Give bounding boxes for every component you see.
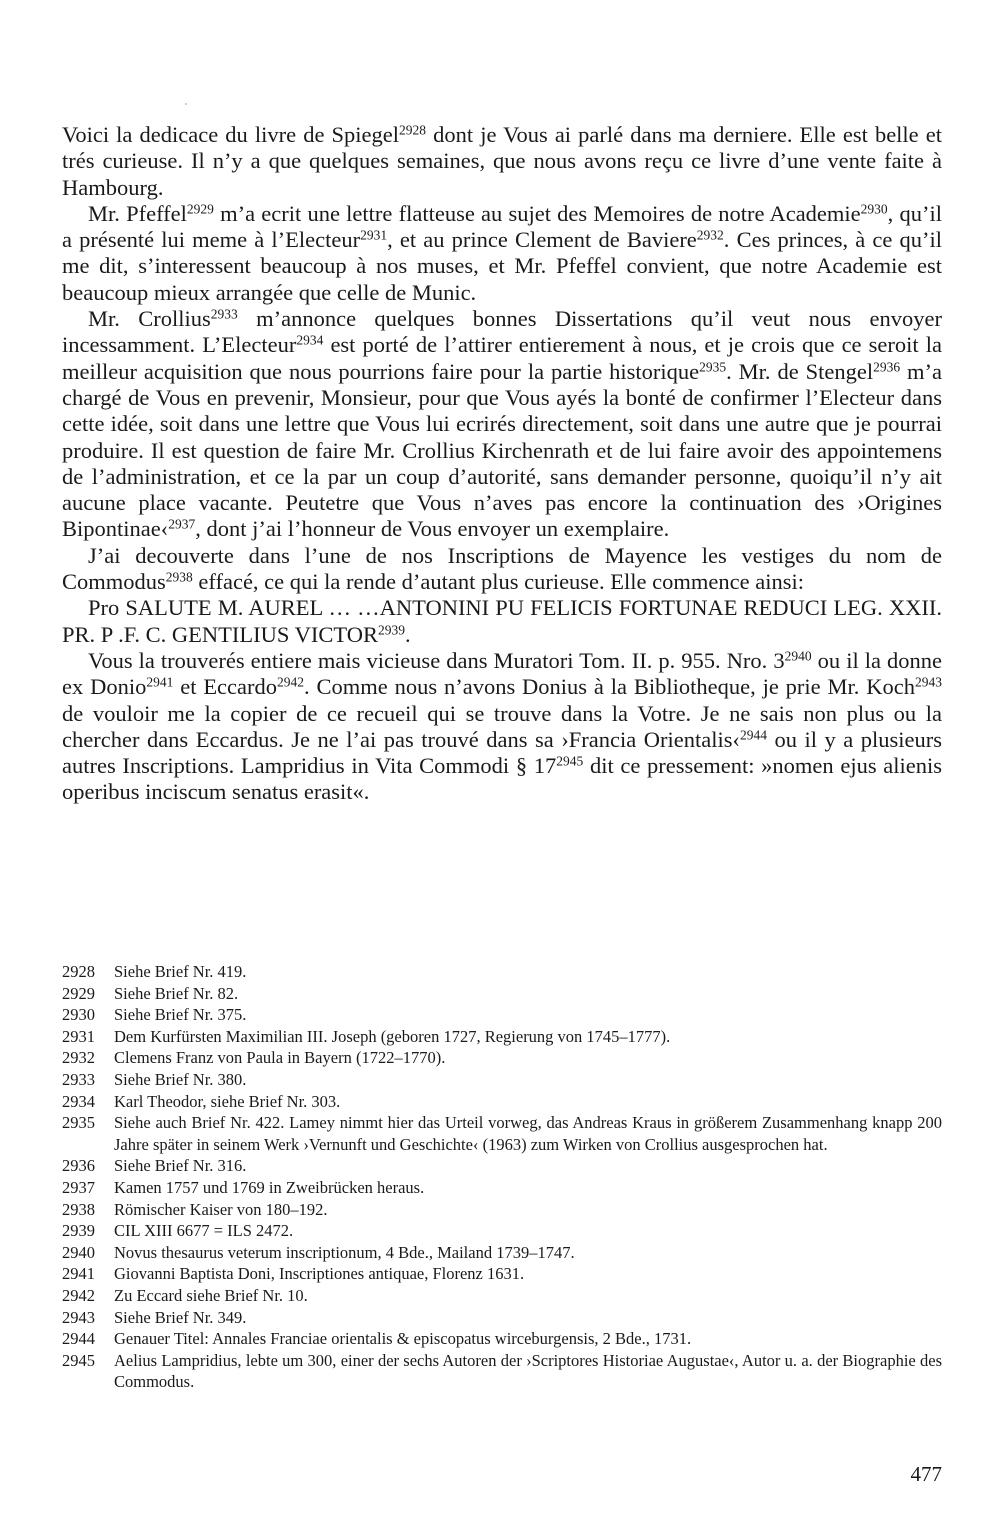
footnote-number: 2935: [62, 1113, 95, 1133]
footnote: [62, 1069, 942, 1091]
page-number: 477: [910, 1462, 942, 1486]
footnote-text: Römischer Kaiser von 180–192.: [114, 1199, 328, 1219]
footnote: [62, 983, 942, 1005]
letter-body: [62, 122, 942, 806]
text-run: effacé, ce qui la rende d’autant plus curieuse. Elle commence ainsi:: [192, 569, 804, 595]
footnote-text: Zu Eccard siehe Brief Nr. 10.: [114, 1285, 308, 1305]
body-paragraph: [62, 648, 942, 806]
footnote-ref: 2931: [360, 227, 388, 243]
footnote: [62, 1242, 942, 1264]
footnote-ref: 2934: [296, 332, 324, 348]
footnote-text: Siehe Brief Nr. 419.: [114, 962, 247, 981]
footnote-ref: 2938: [165, 569, 193, 585]
footnote-ref: 2930: [860, 201, 888, 217]
footnote: [62, 1307, 942, 1329]
footnote: [62, 1263, 942, 1285]
text-run: Pro SALUTE M. AUREL … …ANTONINI PU FELICIS FORTUNAE REDUCI LEG. XXII. PR. P .F. C. GENTILIUS VICTOR: [62, 595, 942, 647]
inscription-paragraph: [62, 595, 942, 648]
footnote-number: 2932: [62, 1048, 95, 1068]
footnote: [62, 1091, 942, 1113]
footnote: [62, 961, 942, 983]
footnote-text: Siehe Brief Nr. 380.: [114, 1069, 247, 1089]
text-run: dit ce pressement: »nomen ejus alienis operibus inciscum senatus erasit«.: [62, 753, 942, 805]
footnote-ref: 2939: [377, 622, 405, 638]
footnote-ref: 2943: [915, 674, 942, 690]
text-run: est porté de l’attirer entierement à nous, et je crois que ce seroit la meilleur acquisition que nous pourrions faire pour la partie historique: [62, 332, 942, 384]
footnote: [62, 1047, 942, 1069]
footnote-ref: 2935: [699, 359, 727, 375]
footnote: [62, 1350, 942, 1393]
text-run: .: [404, 621, 411, 647]
footnote-text: Siehe Brief Nr. 316.: [114, 1156, 247, 1176]
footnote-ref: 2940: [784, 648, 812, 664]
text-run: ou il y a plusieurs autres Inscriptions. Lampridius in Vita Commodi § 17: [62, 726, 943, 779]
footnote-text: Siehe auch Brief Nr. 422. Lamey nimmt hier das Urteil vorweg, das Andreas Kraus in größerem Zusammenhang knapp 200 Jahre später in seinem Werk ›Vernunft und Geschichte‹ (1963) zum Wirken von Crollius ausgesprochen hat.: [114, 1113, 942, 1154]
footnote: [62, 1220, 942, 1242]
footnote-number: 2944: [62, 1329, 95, 1349]
footnote-ref: 2936: [873, 359, 901, 375]
text-run: Vous la trouverés entiere mais vicieuse dans Muratori Tom. II. p. 955. Nro. 3: [88, 647, 785, 673]
footnote-number: 2934: [62, 1091, 95, 1111]
footnote-number: 2945: [62, 1350, 95, 1370]
footnote: [62, 1285, 942, 1307]
footnote-ref: 2942: [277, 674, 305, 690]
footnote-ref: 2932: [696, 227, 724, 243]
footnote-text: Genauer Titel: Annales Franciae orientalis & episcopatus wirceburgensis, 2 Bde., 1731.: [114, 1329, 692, 1349]
footnote-text: Giovanni Baptista Doni, Inscriptiones antiquae, Florenz 1631.: [114, 1264, 525, 1284]
footnote-number: 2928: [62, 962, 95, 981]
footnote-number: 2941: [62, 1264, 95, 1284]
footnote-number: 2929: [62, 983, 95, 1003]
text-run: . Comme nous n’avons Donius à la Bibliotheque, je prie Mr. Koch: [304, 674, 915, 700]
footnote-number: 2937: [62, 1177, 95, 1197]
footnote-number: 2930: [62, 1005, 95, 1025]
footnote: [62, 1328, 942, 1350]
footnote-ref: 2944: [739, 727, 767, 743]
footnote-ref: 2933: [210, 306, 238, 322]
footnote: [62, 1199, 942, 1221]
footnote-number: 2938: [62, 1199, 95, 1219]
body-paragraph: [62, 122, 942, 201]
body-paragraph: [62, 201, 942, 306]
footnote-text: Siehe Brief Nr. 375.: [114, 1005, 247, 1025]
body-paragraph: [62, 306, 942, 543]
footnote-text: Aelius Lampridius, lebte um 300, einer der sechs Autoren der ›Scriptores Historiae Augustae‹, Autor u. a. der Biographie des Commodus.: [114, 1350, 942, 1392]
footnote: [62, 1155, 942, 1177]
text-run: dont je Vous ai parlé dans ma derniere. Elle est belle et trés curieuse. Il n’y a que quelques semaines, que nous avons reçu ce livre d’une vente faite à Hambourg.: [62, 122, 942, 200]
text-run: Mr. Crollius: [88, 306, 211, 332]
text-run: . Ces princes, à ce qu’il me dit, s’interessent beaucoup à nos muses, et Mr. Pfeffel convient, que notre Academie est beaucoup mieux arrangée que celle de Munic.: [62, 227, 942, 305]
scan-speck: [185, 103, 187, 105]
text-run: Mr. Pfeffel: [88, 200, 187, 226]
footnote-ref: 2928: [399, 122, 427, 138]
footnote: [62, 1026, 942, 1048]
footnote: [62, 1004, 942, 1026]
text-run: . Mr. de Stengel: [726, 358, 874, 384]
footnote: [62, 1177, 942, 1199]
text-run: m’annonce quelques bonnes Dissertations qu’il veut nous envoyer incessamment. L’Electeur: [62, 306, 942, 358]
footnote-text: Kamen 1757 und 1769 in Zweibrücken heraus.: [114, 1177, 425, 1197]
footnote: [62, 1112, 942, 1155]
footnote-number: 2942: [62, 1285, 95, 1305]
text-run: , qu’il a présenté lui meme à l’Electeur: [62, 200, 942, 253]
text-run: , et au prince Clement de Baviere: [387, 227, 697, 253]
text-run: J’ai decouverte dans l’une de nos Inscriptions de Mayence les vestiges du nom de Commodus: [62, 542, 942, 595]
text-run: de vouloir me la copier de ce recueil qui se trouve dans la Votre. Je ne sais non plus ou la chercher dans Eccardus. Je ne l’ai pas trouvé dans sa ›Francia Orientalis‹: [62, 700, 942, 752]
footnote-number: 2931: [62, 1026, 95, 1046]
footnote-text: Dem Kurfürsten Maximilian III. Joseph (geboren 1727, Regierung von 1745–1777).: [114, 1026, 671, 1046]
footnotes: [62, 961, 942, 1393]
footnote-ref: 2929: [186, 201, 214, 217]
footnote-ref: 2937: [168, 517, 196, 533]
text-run: m’a chargé de Vous en prevenir, Monsieur, pour que Vous ayés la bonté de confirmer l’Electeur dans cette idée, soit dans une lettre que Vous lui ecrirés directement, soit dans une autre que je pourrai produire. Il est question de faire Mr. Crollius Kirchenrath et de lui faire avoir des appointemens de l’administration, et ce la par un coup d’autorité, sans demander personne, quoiqu’il n’y ait aucune place vacante. Peutetre que Vous n’aves pas encore la continuation des ›Origines Bipontinae‹: [62, 358, 943, 542]
footnote-ref: 2941: [146, 674, 174, 690]
footnote-number: 2940: [62, 1242, 95, 1262]
footnote-number: 2933: [62, 1069, 95, 1089]
text-run: , dont j’ai l’honneur de Vous envoyer un exemplaire.: [195, 516, 670, 542]
footnote-number: 2943: [62, 1307, 95, 1327]
text-run: Voici la dedicace du livre de Spiegel: [62, 122, 400, 147]
body-paragraph: [62, 543, 942, 596]
footnote-text: Novus thesaurus veterum inscriptionum, 4 Bde., Mailand 1739–1747.: [114, 1242, 575, 1262]
footnote-number: 2936: [62, 1156, 95, 1176]
footnote-ref: 2945: [556, 753, 584, 769]
text-run: et Eccardo: [173, 674, 278, 700]
footnote-text: Siehe Brief Nr. 82.: [114, 983, 239, 1003]
footnote-number: 2939: [62, 1221, 95, 1241]
text-run: ou il la donne ex Donio: [62, 647, 942, 700]
footnote-text: Clemens Franz von Paula in Bayern (1722–1770).: [114, 1048, 446, 1068]
footnote-text: Karl Theodor, siehe Brief Nr. 303.: [114, 1091, 341, 1111]
text-run: m’a ecrit une lettre flatteuse au sujet des Memoires de notre Academie: [213, 200, 861, 226]
footnote-text: CIL XIII 6677 = ILS 2472.: [114, 1221, 294, 1241]
footnote-text: Siehe Brief Nr. 349.: [114, 1307, 247, 1327]
